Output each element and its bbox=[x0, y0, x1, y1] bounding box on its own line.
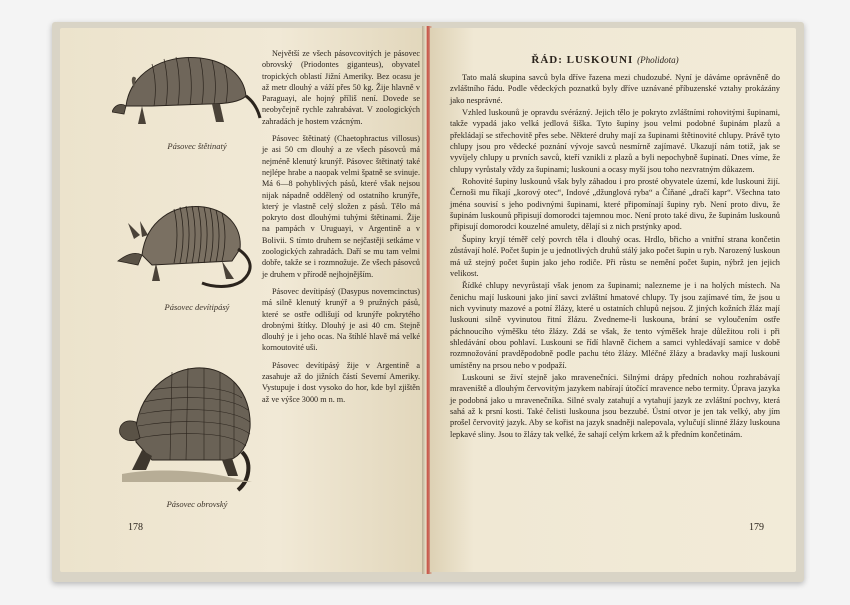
caption-nine-banded: Pásovec devítipásý bbox=[164, 302, 230, 312]
left-paragraph-4: Pásovec devítipásý žije v Argentině a zasahuje až do jižních částí Severní Ameriky. Vystupuje i dost vysoko do hor, kde byl zjištěn až ve výšce 3000 m n. m. bbox=[262, 360, 420, 404]
chapter-latin-name: (Pholidota) bbox=[637, 55, 679, 65]
right-paragraph-2: Vzhled luskounů je opravdu svérázný. Jejich tělo je pokryto zvláštními rohovitými šupinami, takže vypadá jako velká jedlová šiška. Tyto šupiny jsou velmi podobné šupinám plazů a překládají se střechovitě přes sebe. Některé druhy mají za šupinami štětinovité chlupy. Právě tyto chlupy jsou pro vědecké poznání vývoje savců nesmírně zajímavé. Ukazují nám totiž, jak se vyvíjely chlupy u prvních savců, kteří vznikli z plazů a byli nepochybně šupinatí. Dnes víme, že chlupy vyrůstaly vždy za šupinami; luskouni a ocasy myší jsou toho nezvratným důkazem. bbox=[450, 108, 780, 174]
right-paragraph-3: Rohovité šupiny luskounů však byly záhadou i pro prosté obyvatele území, kde luskouni žijí. Černoši mu říkají „korový otec“, Indové „džunglová ryba“ a Číňané „dračí kapr“. Všechna tato jména souvisí s jeho podivnými šupinami, které připomínají šupiny ryb. Není proto divu, že šupinám luskounů připisují domorodci tajemnou moc. Není proto také divu, že šupinám luskounů připisují domorodci kouzelné amulety, dělají si z nich prstýnky apod. bbox=[450, 177, 780, 232]
right-paragraph-4: Šupiny kryjí téměř celý povrch těla i dlouhý ocas. Hrdlo, břicho a vnitřní strana končetin zůstávají holé. Počet šupin je u jednotlivých druhů stálý jako počet šupin u ryb. Narozený luskoun má už stejný počet šupin jako jeho rodiče. Při růstu se nemění počet šupin, nýbrž jen jejich velikost. bbox=[450, 234, 780, 278]
figure-nine-banded-armadillo bbox=[112, 185, 282, 312]
figure-bristly-armadillo bbox=[112, 44, 282, 151]
chapter-heading bbox=[440, 54, 770, 66]
left-page-text bbox=[262, 48, 420, 411]
right-page-text bbox=[450, 72, 780, 441]
right-paragraph-5: Řídké chlupy nevyrůstají však jenom za šupinami; nalezneme je i na holých místech. Na čenichu mají luskouni jako jiní savci zvláštní hmatové chlupy. Ty jsou zajímavé tím, že jsou u nich vyvinuty mazové a potní žlázy, které u ostatních chlupů nejsou. Z jiných kožních žláz mají luskouni silně vyvinutou řitní žlázu. Zvedneme-li luskouna, brání se vyloučením ostře páchnoucího výměšku této žlázy. Zdá se však, že tento výměšek hraje důležitou roli i při shledávání obou pohlaví. Luskouni se řídí hlavně čichem a samci vyhledávají samice v době rozmnožování pravděpodobně podle pachu této žlázy. Mléčné žlázy a bradavky mají luskouni umístěny na prsou nebo v podpaží. bbox=[450, 281, 780, 370]
armadillo-bristly-illustration bbox=[112, 44, 262, 134]
armadillo-giant-illustration bbox=[112, 342, 262, 492]
right-paragraph-1: Tato malá skupina savců byla dříve řazena mezi chudozubé. Nyní je dáváme oprávněně do zvláštního řádu. Podle vědeckých poznatků byly dříve uznávané příbuzenské vztahy prokázány jako nesprávné. bbox=[450, 73, 780, 105]
right-page-number: 179 bbox=[749, 522, 764, 533]
figure-giant-armadillo bbox=[112, 342, 282, 509]
armadillo-nine-banded-illustration bbox=[112, 185, 262, 295]
caption-giant: Pásovec obrovský bbox=[166, 499, 228, 509]
chapter-title: ŘÁD: LUSKOUNI bbox=[531, 54, 634, 66]
left-page-number: 178 bbox=[128, 522, 143, 533]
caption-bristly: Pásovec štětinatý bbox=[167, 141, 227, 151]
right-paragraph-6: Luskouni se živí stejně jako mravenečníci. Silnými drápy předních nohou rozhrabávají mraveniště a dlouhým červovitým jazykem nabírají útočící mravence nebo termity. Úprava jazyka je podobná jako u mravenečníka. Silné svaly zatahují a vytahují jazyk ze zvláštní pochvy, která sahá až k prsní kosti. Také čelisti luskouna jsou bezzubé. Ústní otvor je jen tak velký, aby jím prošel červovitý jazyk. Aby se kořist na jazyk snadněji nalepovala, vylučují slinné žlázy luskouna lepkavé sliny. Jsou to žlázy tak velké, že sahají celým krkem až k předním končetinám. bbox=[450, 372, 780, 439]
left-paragraph-2: Pásovec štětinatý (Chaetophractus villosus) je asi 50 cm dlouhý a ze všech pásovců má nejméně klenutý krunýř. Pásovec štětinatý také nejlépe hrabe a naopak velmi špatně se svinuje. Má 6—8 pohyblivých pásů, které však nejsou nijak nápadně oddělený od ostatního krunýře, který je vlastně celý složen z pásů. Tělo má pokryto dost dlouhými tuhými štětinami. Žije na pampách v Uruguayi, v Argentině a v Bolivii. S tímto druhem se nejčastěji setkáme v zoologických zahradách. Daří se mu tam velmi dobře, takže se i rozmnožuje. Ze všech pásovců je druhem v přírodě nejhojnějším. bbox=[262, 134, 420, 279]
illustrations-column bbox=[112, 44, 282, 509]
left-paragraph-1: Největší ze všech pásovcovitých je pásovec obrovský (Priodontes giganteus), obyvatel tropických oblastí Jižní Ameriky. Bez ocasu je až metr dlouhý a váží přes 50 kg. Žije hlavně v Paraguayi, ale hojný příliš není. Dovede se neobyčejně rychle zahrabávat. V zoologických zahradách je hostem vzácným. bbox=[262, 49, 420, 126]
left-paragraph-3: Pásovec devítipásý (Dasypus novemcinctus) má silně klenutý krunýř a 9 pružných pásů, které se ostře odlišují od krunýře pokrytého drobnými štítky. Dlouhý je asi 40 cm. Stejně dlouhý je i jeho ocas. Na štíhlé hlavě má velké kornoutovité uši. bbox=[262, 286, 420, 353]
